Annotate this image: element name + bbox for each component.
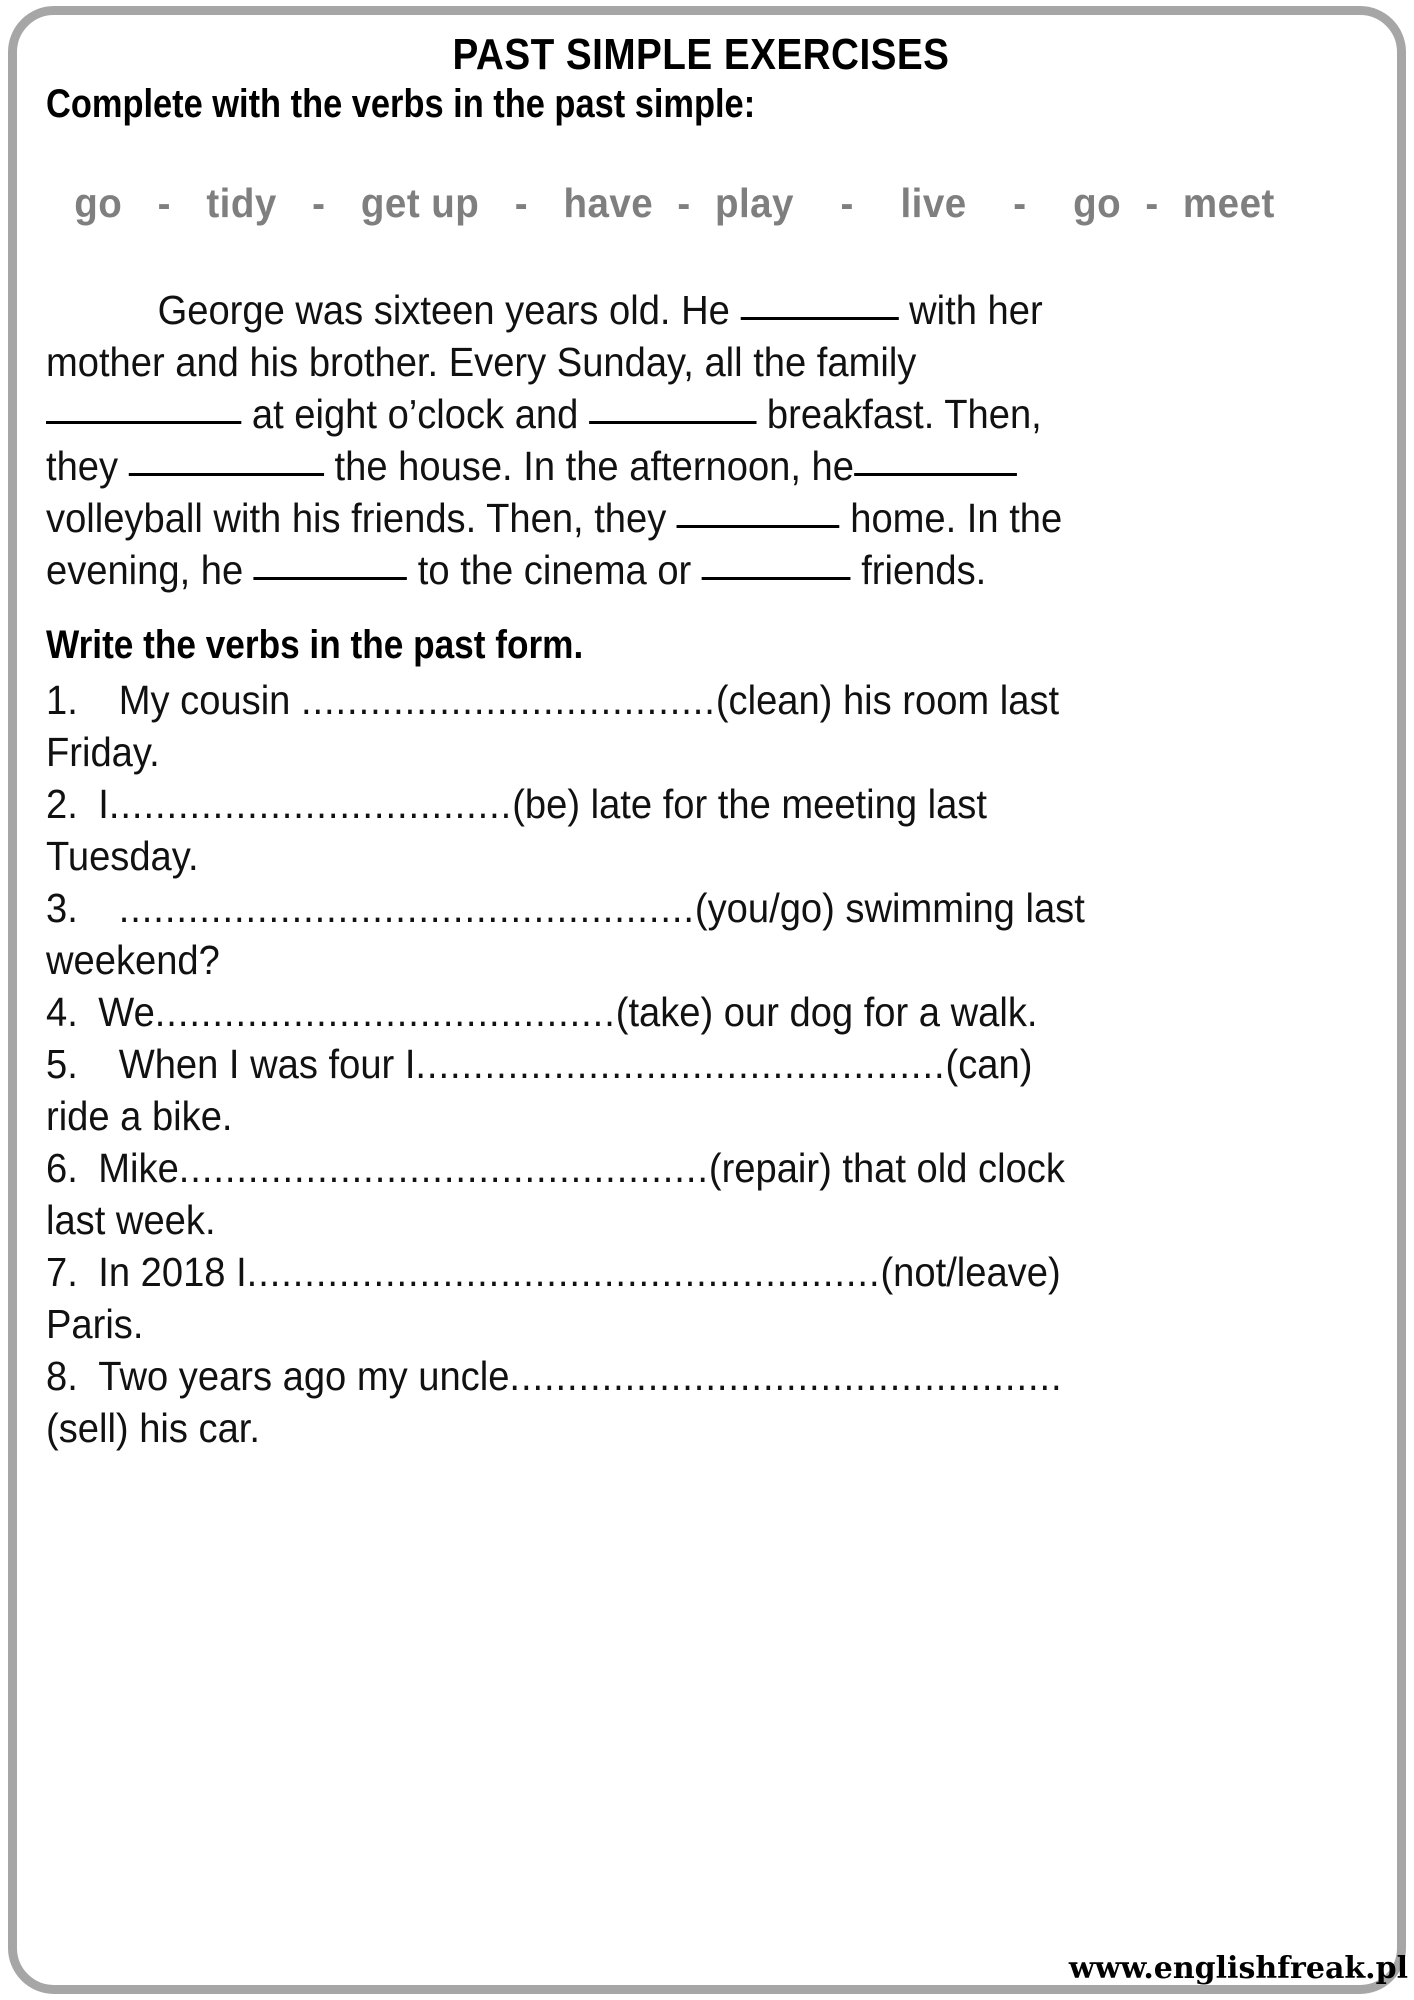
exercise-item: [46, 1350, 1106, 1454]
fill-in-blank[interactable]: [740, 295, 898, 320]
exercise-dotted-blank[interactable]: ..............................................: [415, 1041, 946, 1088]
exercise-number: 1.: [46, 677, 78, 724]
word-bank-item: live: [900, 179, 967, 226]
exercise-dotted-blank[interactable]: ..............................................: [178, 1145, 709, 1192]
worksheet-content: [46, 32, 1356, 1454]
word-bank-separator: -: [481, 179, 562, 226]
word-bank-separator: -: [968, 179, 1072, 226]
exercise-text-after: (not/leave) Paris.: [46, 1249, 1061, 1348]
exercise-dotted-blank[interactable]: ..................................................: [118, 885, 695, 932]
word-bank: [46, 179, 1277, 228]
word-bank-separator: -: [124, 179, 205, 226]
exercise-item: [46, 1038, 1106, 1142]
worksheet-card: [38, 22, 1372, 1978]
fill-in-blank[interactable]: [854, 451, 1017, 476]
word-bank-separator: -: [795, 179, 899, 226]
cloze-paragraph: [46, 284, 1106, 596]
word-bank-item: go: [74, 179, 123, 226]
exercise-text-after: (you/go) swimming last weekend?: [46, 885, 1085, 984]
exercise-text-after: (sell) his car.: [46, 1405, 261, 1452]
exercise-text-after: (can) ride a bike.: [46, 1041, 1033, 1140]
exercise-number: 8.: [46, 1353, 78, 1400]
exercise-number: 5.: [46, 1041, 78, 1088]
exercise-dotted-blank[interactable]: ....................................: [300, 677, 716, 724]
exercise-number: 2.: [46, 781, 78, 828]
exercise-text-after: (repair) that old clock last week.: [46, 1145, 1065, 1244]
exercise-text-before: Two years ago my uncle: [98, 1353, 510, 1400]
instruction-write-past-form: Write the verbs in the past form.: [46, 623, 584, 668]
fill-in-blank[interactable]: [46, 399, 241, 424]
exercise-dotted-blank[interactable]: ........................................: [154, 989, 616, 1036]
exercise-dotted-blank[interactable]: ................................................: [509, 1353, 1063, 1400]
paragraph-text: friends.: [850, 547, 987, 594]
word-bank-item: get up: [360, 179, 480, 226]
exercise-number: 3.: [46, 885, 78, 932]
exercise-text-after: (take) our dog for a walk.: [615, 989, 1038, 1036]
paragraph-text: to the cinema or: [407, 547, 702, 594]
exercise-text-before: We: [98, 989, 155, 1036]
exercise-number: 4.: [46, 989, 78, 1036]
word-bank-separator: -: [278, 179, 360, 226]
fill-in-blank[interactable]: [254, 555, 407, 580]
exercise-text-before: My cousin: [118, 677, 301, 724]
exercise-item: [46, 674, 1106, 778]
exercise-dotted-blank[interactable]: .......................................................: [246, 1249, 881, 1296]
word-bank-item: have: [563, 179, 654, 226]
exercise-text-before: Mike: [98, 1145, 179, 1192]
exercise-item: [46, 986, 1106, 1038]
exercise-number: 6.: [46, 1145, 78, 1192]
fill-in-blank[interactable]: [129, 451, 324, 476]
word-bank-item: meet: [1182, 179, 1275, 226]
paragraph-text: with her mother and his brother. Every Sunday, all the family: [46, 287, 1043, 386]
word-bank-separator: -: [655, 179, 714, 226]
exercise-text-after: (be) late for the meeting last Tuesday.: [46, 781, 987, 880]
exercise-list: [46, 674, 1106, 1454]
paragraph-text: George was sixteen years old. He: [157, 287, 741, 334]
paragraph-text: the house. In the afternoon, he: [323, 443, 854, 490]
page-title: PAST SIMPLE EXERCISES: [452, 30, 950, 79]
exercise-item: [46, 1142, 1106, 1246]
exercise-text-after: (clean) his room last Friday.: [46, 677, 1060, 776]
exercise-item: [46, 882, 1106, 986]
footer-website-url: www.englishfreak.pl: [1068, 1951, 1408, 1986]
exercise-text-before: I: [98, 781, 109, 828]
word-bank-separator: -: [1123, 179, 1182, 226]
exercise-number: 7.: [46, 1249, 78, 1296]
fill-in-blank[interactable]: [677, 503, 840, 528]
exercise-item: [46, 778, 1106, 882]
word-bank-item: tidy: [206, 179, 277, 226]
fill-in-blank[interactable]: [702, 555, 851, 580]
exercise-text-before: In 2018 I: [98, 1249, 247, 1296]
paragraph-text: at eight o’clock and: [241, 391, 589, 438]
exercise-item: [46, 1246, 1106, 1350]
paragraph-text: volleyball with his friends. Then, they: [46, 495, 677, 542]
instruction-complete-verbs: Complete with the verbs in the past simple:: [46, 82, 756, 127]
exercise-text-before: When I was four I: [118, 1041, 416, 1088]
paragraph-text: home. In the evening, he: [46, 495, 1063, 594]
exercise-dotted-blank[interactable]: ...................................: [108, 781, 513, 828]
paragraph-text: breakfast. Then, they: [46, 391, 1042, 490]
word-bank-item: play: [714, 179, 794, 226]
word-bank-item: go: [1073, 179, 1122, 226]
fill-in-blank[interactable]: [589, 399, 756, 424]
